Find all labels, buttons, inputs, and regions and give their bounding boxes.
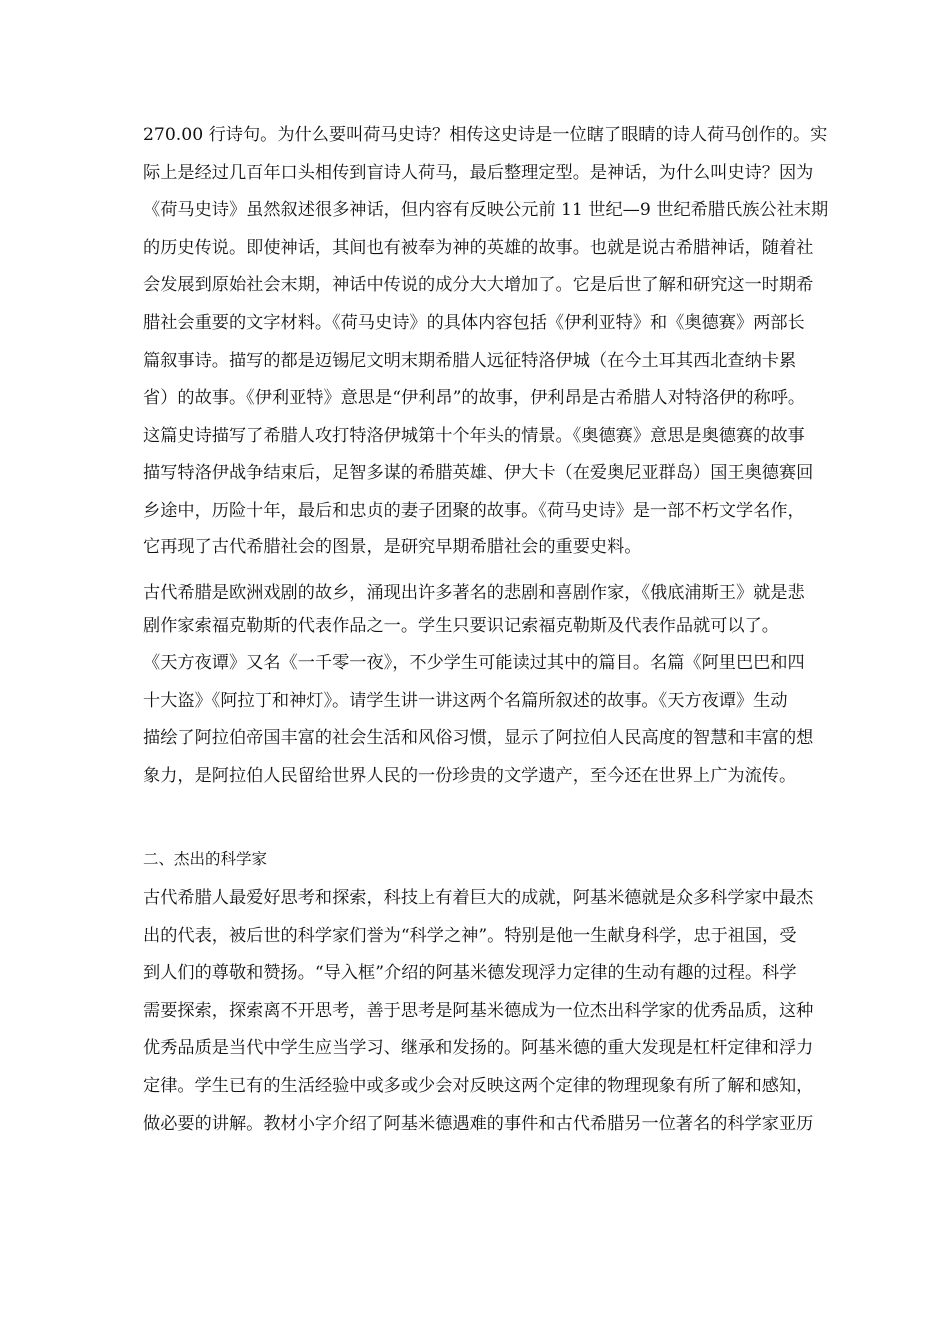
- text-line: 十大盗》《阿拉丁和神灯》。请学生讲一讲这两个名篇所叙述的故事。《天方夜谭》生动: [143, 690, 788, 711]
- text-line: 定律。学生已有的生活经验中或多或少会对反映这两个定律的物理现象有所了解和感知，: [143, 1075, 814, 1096]
- text-line: 做必要的讲解。教材小字介绍了阿基米德遇难的事件和古代希腊另一位著名的科学家亚历: [143, 1113, 814, 1134]
- paragraph-homer-epics: [143, 117, 829, 564]
- text-line: 这篇史诗描写了希腊人攻打特洛伊城第十个年头的情景。《奥德赛》意思是奥德赛的故事: [143, 425, 805, 446]
- text-line: 际上是经过几百年口头相传到盲诗人荷马，最后整理定型。是神话，为什么叫史诗？因为: [143, 162, 814, 183]
- text-line: 描绘了阿拉伯帝国丰富的社会生活和风俗习惯，显示了阿拉伯人民高度的智慧和丰富的想: [143, 728, 814, 749]
- text-line: 270.00 行诗句。为什么要叫荷马史诗？相传这史诗是一位瞎了眼睛的诗人荷马创作的。实: [143, 125, 828, 145]
- section-title: 二、杰出的科学家: [143, 850, 268, 868]
- paragraph-arabian-nights: [143, 645, 823, 795]
- text-line: 出的代表，被后世的科学家们誉为“科学之神”。特别是他一生献身科学，忠于祖国，受: [143, 925, 797, 946]
- text-line: 优秀品质是当代中学生应当学习、继承和发扬的。阿基米德的重大发现是杠杆定律和浮力: [143, 1038, 814, 1059]
- text-line: 乡途中，历险十年，最后和忠贞的妻子团聚的故事。《荷马史诗》是一部不朽文学名作，: [143, 500, 805, 521]
- text-line: 描写特洛伊战争结束后，足智多谋的希腊英雄、伊大卡（在爱奥尼亚群岛）国王奥德赛回: [143, 463, 814, 484]
- text-line: 剧作家索福克勒斯的代表作品之一。学生只要识记索福克勒斯及代表作品就可以了。: [143, 616, 779, 636]
- text-line: 的历史传说。即使神话，其间也有被奉为神的英雄的故事。也就是说古希腊神话，随着社: [143, 237, 814, 258]
- text-line: 会发展到原始社会末期，神话中传说的成分大大增加了。它是后世了解和研究这一时期希: [143, 275, 814, 296]
- text-line: 《天方夜谭》又名《一千零一夜》，不少学生可能读过其中的篇目。名篇《阿里巴巴和四: [143, 653, 805, 673]
- text-line: 省）的故事。《伊利亚特》意思是“伊利昂”的故事，伊利昂是古希腊人对特洛伊的称呼。: [143, 388, 806, 409]
- paragraph-archimedes: [143, 880, 823, 1143]
- section-heading: [143, 843, 823, 876]
- text-line: 象力，是阿拉伯人民留给世界人民的一份珍贵的文学遗产，至今还在世界上广为流传。: [143, 765, 797, 786]
- text-line: 需要探索，探索离不开思考，善于思考是阿基米德成为一位杰出科学家的优秀品质，这种: [143, 1000, 814, 1021]
- text-line: 古代希腊是欧洲戏剧的故乡，涌现出许多著名的悲剧和喜剧作家，《俄底浦斯王》就是悲: [143, 583, 805, 603]
- text-line: 它再现了古代希腊社会的图景，是研究早期希腊社会的重要史料。: [143, 536, 642, 557]
- text-line: 腊社会重要的文字材料。《荷马史诗》的具体内容包括《伊利亚特》和《奥德赛》两部长: [143, 312, 805, 333]
- text-line: 篇叙事诗。描写的都是迈锡尼文明末期希腊人远征特洛伊城（在今土耳其西北查纳卡累: [143, 350, 797, 371]
- text-line: 古代希腊人最爱好思考和探索，科技上有着巨大的成就，阿基米德就是众多科学家中最杰: [143, 888, 814, 908]
- text-line: 《荷马史诗》虽然叙述很多神话，但内容有反映公元前 11 世纪—9 世纪希腊氏族公社末期: [143, 200, 829, 221]
- paragraph-greek-drama: [143, 577, 823, 643]
- text-line: 到人们的尊敬和赞扬。“导入框”介绍的阿基米德发现浮力定律的生动有趣的过程。科学: [143, 963, 797, 984]
